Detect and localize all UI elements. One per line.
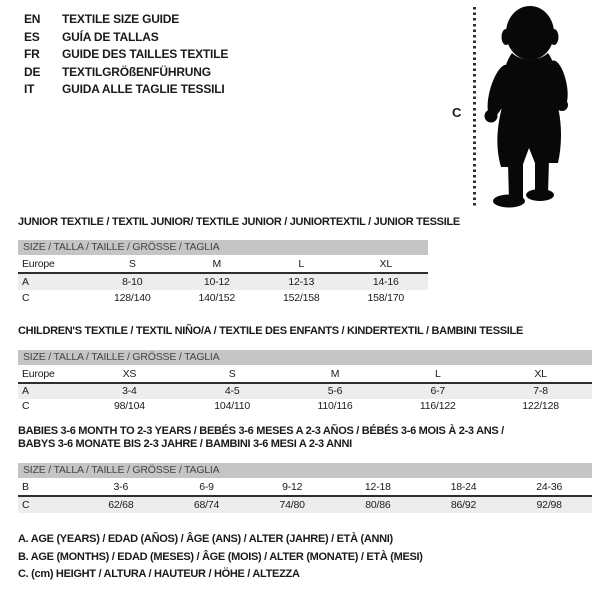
baby-silhouette bbox=[482, 5, 574, 209]
row-label: Europe bbox=[22, 368, 55, 380]
table-cell: M bbox=[212, 258, 222, 270]
table-cell: 12-13 bbox=[288, 276, 315, 288]
junior-textile-section bbox=[18, 216, 460, 306]
height-measure-dotted-line bbox=[473, 7, 476, 208]
row-label: A bbox=[22, 385, 29, 397]
note-line-c: C. (cm) HEIGHT / ALTURA / HAUTEUR / HÖHE / ALTEZZA bbox=[18, 568, 300, 580]
table-row bbox=[18, 497, 592, 513]
lang-title: TEXTILGRÖßENFÜHRUNG bbox=[62, 64, 211, 79]
row-label: C bbox=[22, 292, 30, 304]
size-table bbox=[18, 480, 592, 513]
table-cell: 12-18 bbox=[364, 481, 391, 493]
size-header-bar: SIZE / TALLA / TAILLE / GRÖSSE / TAGLIA bbox=[18, 350, 592, 365]
table-cell: 128/140 bbox=[113, 292, 151, 304]
lang-row bbox=[24, 11, 228, 29]
lang-code: IT bbox=[24, 82, 35, 96]
table-row bbox=[18, 257, 428, 274]
table-cell: 152/158 bbox=[282, 292, 320, 304]
table-row bbox=[18, 480, 592, 497]
lang-code: FR bbox=[24, 47, 40, 61]
table-cell: 140/152 bbox=[198, 292, 236, 304]
table-row bbox=[18, 399, 592, 414]
table-cell: M bbox=[330, 368, 340, 380]
table-cell: 98/104 bbox=[113, 400, 145, 412]
table-cell: 62/68 bbox=[108, 499, 134, 511]
language-title-list bbox=[24, 11, 228, 99]
row-label: B bbox=[22, 481, 29, 493]
section-title: CHILDREN'S TEXTILE / TEXTIL NIÑO/A / TEXTILE DES ENFANTS / KINDERTEXTIL / BAMBINI TESSILE bbox=[18, 325, 523, 337]
table-cell: 104/110 bbox=[214, 400, 251, 412]
table-cell: 116/122 bbox=[419, 400, 456, 412]
table-cell: 3-4 bbox=[122, 385, 137, 397]
section-title-line1: BABIES 3-6 MONTH TO 2-3 YEARS / BEBÉS 3-6 MESES A 2-3 AÑOS / BÉBÉS 3-6 MOIS À 2-3 ANS / bbox=[18, 425, 504, 437]
table-cell: 5-6 bbox=[327, 385, 343, 397]
table-row bbox=[18, 384, 592, 399]
footnotes bbox=[18, 531, 423, 584]
table-cell: 68/74 bbox=[193, 499, 220, 511]
table-row bbox=[18, 274, 428, 290]
table-cell: 9-12 bbox=[282, 481, 303, 493]
table-cell: 86/92 bbox=[450, 499, 477, 511]
lang-title: GUIDE DES TAILLES TEXTILE bbox=[62, 47, 229, 61]
row-label: Europe bbox=[22, 258, 55, 270]
table-cell: XL bbox=[379, 258, 392, 270]
table-cell: 10-12 bbox=[203, 276, 230, 288]
table-cell: 7-8 bbox=[533, 385, 548, 397]
table-cell: 4-5 bbox=[224, 385, 240, 397]
note-line-b: B. AGE (MONTHS) / EDAD (MESES) / ÂGE (MOIS) / ALTER (MONATE) / ETÀ (MESI) bbox=[18, 550, 423, 563]
table-cell: S bbox=[128, 258, 136, 270]
size-table bbox=[18, 257, 428, 306]
table-cell: 24-36 bbox=[536, 481, 563, 493]
childrens-textile-section bbox=[18, 325, 592, 414]
table-cell: S bbox=[228, 368, 236, 380]
table-cell: XL bbox=[534, 368, 547, 380]
row-label: C bbox=[22, 400, 30, 412]
table-cell: 14-16 bbox=[372, 276, 399, 288]
table-row bbox=[18, 367, 592, 384]
table-cell: L bbox=[434, 368, 441, 380]
lang-row bbox=[24, 46, 228, 64]
size-table bbox=[18, 367, 592, 414]
lang-code: EN bbox=[24, 12, 41, 26]
table-cell: 122/128 bbox=[522, 400, 559, 412]
table-cell: 158/170 bbox=[367, 292, 405, 304]
table-cell: 110/116 bbox=[317, 400, 353, 412]
lang-row bbox=[24, 29, 228, 47]
section-title: JUNIOR TEXTILE / TEXTIL JUNIOR/ TEXTILE JUNIOR / JUNIORTEXTIL / JUNIOR TESSILE bbox=[18, 216, 460, 228]
note-line-a: A. AGE (YEARS) / EDAD (AÑOS) / ÂGE (ANS) / ALTER (JAHRE) / ETÀ (ANNI) bbox=[18, 533, 393, 545]
table-cell: 3-6 bbox=[113, 481, 129, 493]
lang-code: DE bbox=[24, 64, 41, 79]
table-cell: 6-7 bbox=[430, 385, 446, 397]
table-cell: XS bbox=[122, 368, 137, 380]
lang-code: ES bbox=[24, 29, 40, 44]
size-header-bar: SIZE / TALLA / TAILLE / GRÖSSE / TAGLIA bbox=[18, 240, 428, 255]
table-cell: 18-24 bbox=[450, 481, 477, 493]
table-cell: L bbox=[298, 258, 305, 270]
babies-textile-section bbox=[18, 425, 592, 513]
size-header-bar: SIZE / TALLA / TAILLE / GRÖSSE / TAGLIA bbox=[18, 463, 592, 478]
table-cell: 92/98 bbox=[536, 499, 562, 511]
height-label-c: C bbox=[452, 105, 462, 120]
lang-row bbox=[24, 64, 228, 82]
lang-row bbox=[24, 81, 228, 99]
lang-title: TEXTILE SIZE GUIDE bbox=[62, 12, 180, 26]
table-cell: 80/86 bbox=[365, 499, 391, 511]
table-cell: 6-9 bbox=[199, 481, 214, 493]
row-label: A bbox=[22, 276, 29, 288]
table-cell: 74/80 bbox=[279, 499, 305, 511]
table-row bbox=[18, 290, 428, 306]
section-title-line2: BABYS 3-6 MONATE BIS 2-3 JAHRE / BAMBINI 3-6 MESI A 2-3 ANNI bbox=[18, 438, 352, 450]
table-cell: 8-10 bbox=[122, 276, 143, 288]
lang-title: GUÍA DE TALLAS bbox=[62, 29, 159, 44]
row-label: C bbox=[22, 499, 30, 511]
lang-title: GUIDA ALLE TAGLIE TESSILI bbox=[62, 82, 225, 96]
